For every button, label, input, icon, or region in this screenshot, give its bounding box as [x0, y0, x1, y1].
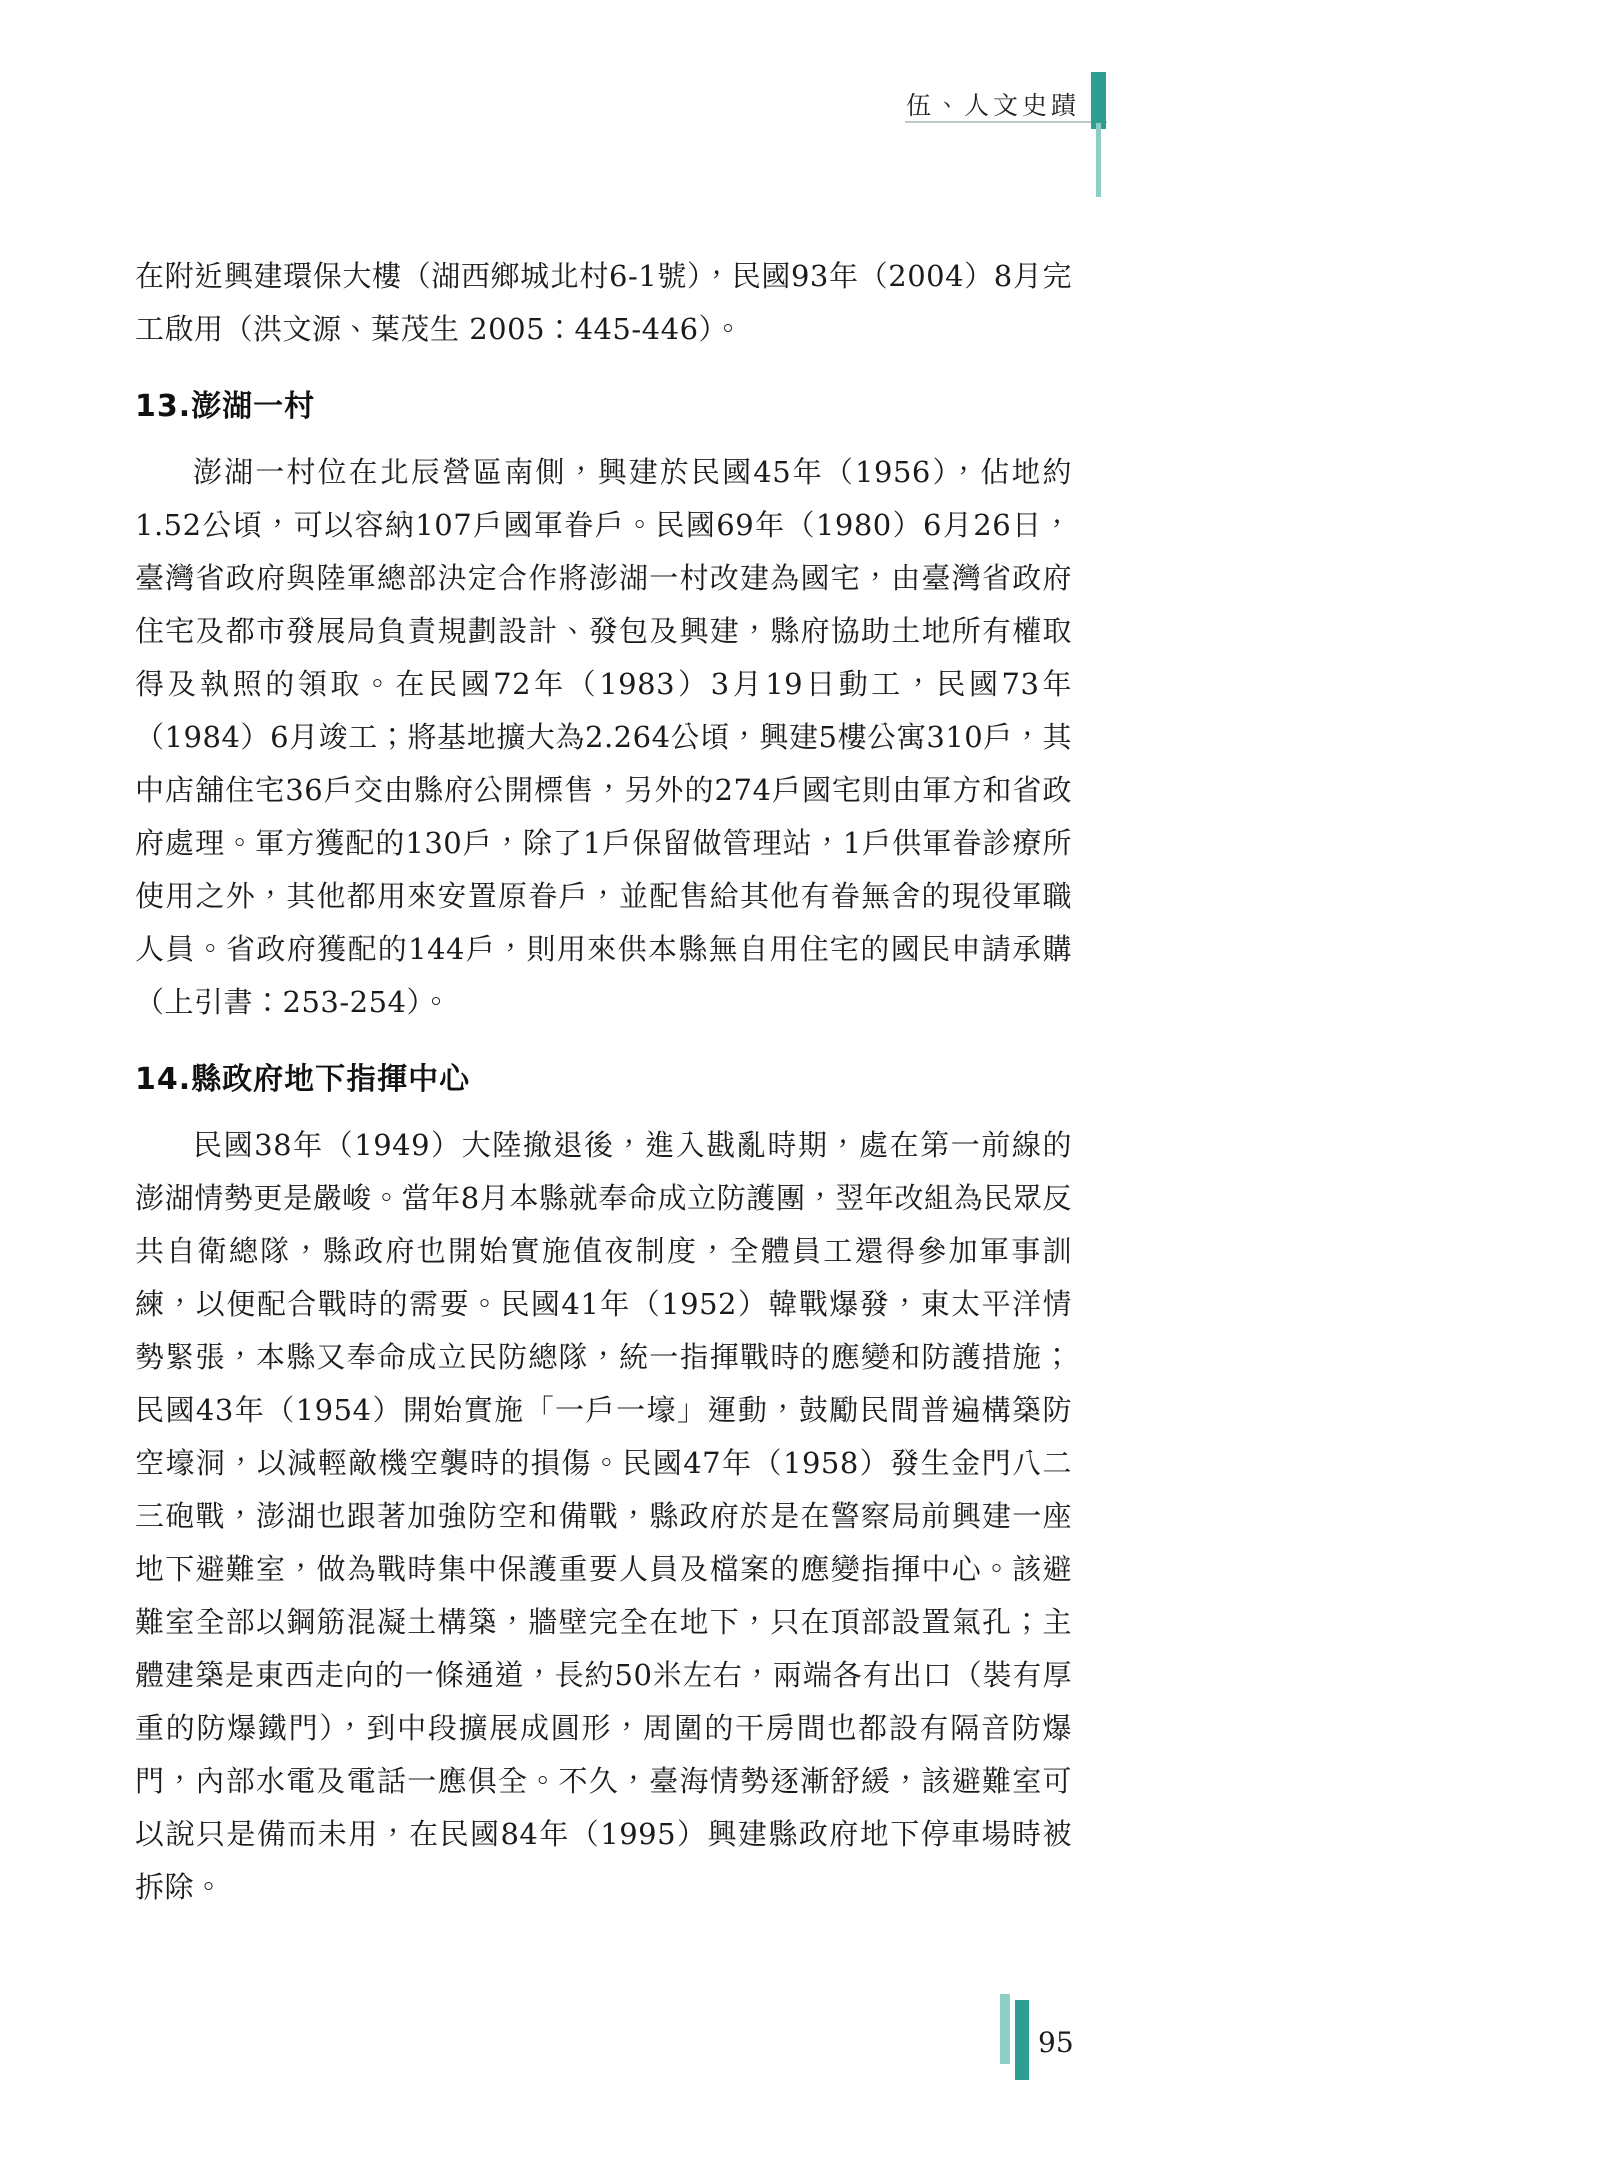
header-accent-bar-dark — [1091, 72, 1106, 129]
header-section-label: 伍、人文史蹟 — [905, 91, 1080, 120]
section-13-heading: 13.澎湖一村 — [135, 389, 316, 424]
header-rule — [905, 121, 1107, 123]
footer-accent-bar-light — [1000, 1994, 1010, 2064]
page-body — [135, 250, 1072, 1914]
page-number: 95 — [1038, 2026, 1074, 2059]
section-13-body: 澎湖一村位在北辰營區南側，興建於民國45年（1956），佔地約1.52公頃，可以容納107戶國軍眷戶。民國69年（1980）6月26日，臺灣省政府與陸軍總部決定合作將澎湖一村改建為國宅，由臺灣省政府住宅及都市發展局負責規劃設計、發包及興建，縣府協助土地所有權取得及執照的領取。在民國72年（1983）3月19日動工，民國73年（1984）6月竣工；將基地擴大為2.264公頃，興建5樓公寓310戶，其中店舖住宅36戶交由縣府公開標售，另外的274戶國宅則由軍方和省政府處理。軍方獲配的130戶，除了1戶保留做管理站，1戶供軍眷診療所使用之外，其他都用來安置原眷戶，並配售給其他有眷無舍的現役軍職人員。省政府獲配的144戶，則用來供本縣無自用住宅的國民申請承購（上引書：253-254）。 — [135, 455, 1072, 1019]
footer-accent-bar-dark — [1015, 2000, 1029, 2080]
header-accent-bar-light — [1096, 123, 1101, 197]
section-14-body: 民國38年（1949）大陸撤退後，進入戡亂時期，處在第一前線的澎湖情勢更是嚴峻。當年8月本縣就奉命成立防護團，翌年改組為民眾反共自衛總隊，縣政府也開始實施值夜制度，全體員工還得參加軍事訓練，以便配合戰時的需要。民國41年（1952）韓戰爆發，東太平洋情勢緊張，本縣又奉命成立民防總隊，統一指揮戰時的應變和防護措施；民國43年（1954）開始實施「一戶一壕」運動，鼓勵民間普遍構築防空壕洞，以減輕敵機空襲時的損傷。民國47年（1958）發生金門八二三砲戰，澎湖也跟著加強防空和備戰，縣政府於是在警察局前興建一座地下避難室，做為戰時集中保護重要人員及檔案的應變指揮中心。該避難室全部以鋼筋混凝土構築，牆壁完全在地下，只在頂部設置氣孔；主體建築是東西走向的一條通道，長約50米左右，兩端各有出口（裝有厚重的防爆鐵門），到中段擴展成圓形，周圍的干房間也都設有隔音防爆門，內部水電及電話一應俱全。不久，臺海情勢逐漸舒緩，該避難室可以說只是備而未用，在民國84年（1995）興建縣政府地下停車場時被拆除。 — [135, 1128, 1072, 1904]
intro-paragraph: 在附近興建環保大樓（湖西鄉城北村6-1號），民國93年（2004）8月完工啟用（洪文源、葉茂生 2005：445-446）。 — [135, 259, 1072, 346]
section-14-heading: 14.縣政府地下指揮中心 — [135, 1062, 471, 1097]
